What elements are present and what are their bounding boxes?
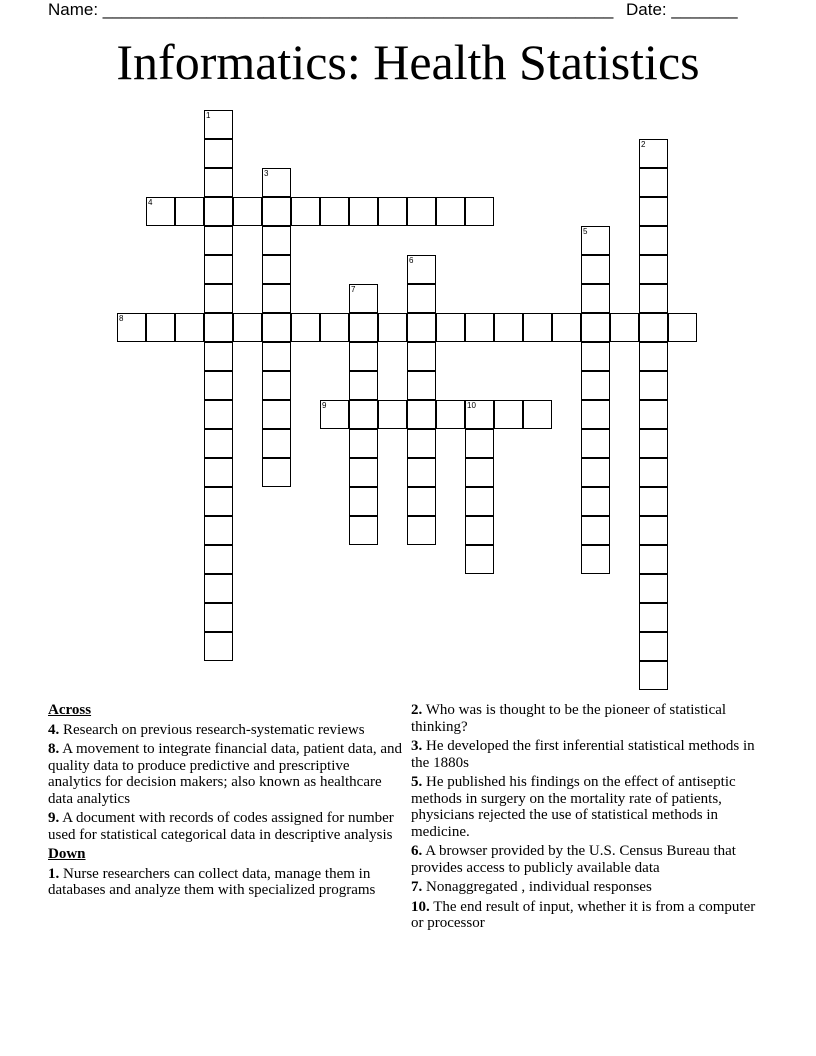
clue-number-label: 10 bbox=[467, 401, 476, 410]
grid-cell[interactable] bbox=[320, 197, 349, 226]
grid-cell[interactable] bbox=[639, 516, 668, 545]
grid-cell[interactable] bbox=[436, 197, 465, 226]
grid-cell[interactable] bbox=[349, 458, 378, 487]
clue-number: 3. bbox=[411, 738, 423, 754]
grid-cell[interactable] bbox=[639, 545, 668, 574]
grid-cell[interactable] bbox=[639, 661, 668, 690]
clue-number-label: 2 bbox=[641, 140, 646, 149]
grid-cell[interactable] bbox=[291, 313, 320, 342]
page-title: Informatics: Health Statistics bbox=[116, 34, 700, 90]
grid-cell[interactable] bbox=[320, 400, 349, 429]
grid-cell[interactable] bbox=[465, 197, 494, 226]
grid-cell[interactable] bbox=[639, 342, 668, 371]
across-heading: Across bbox=[48, 702, 92, 718]
grid-cell[interactable] bbox=[581, 516, 610, 545]
clue-text: The end result of input, whether it is from a computer or processor bbox=[411, 898, 756, 931]
grid-cell[interactable] bbox=[407, 313, 436, 342]
grid-cell[interactable] bbox=[262, 226, 291, 255]
grid-cell[interactable] bbox=[349, 342, 378, 371]
grid-cell[interactable] bbox=[465, 487, 494, 516]
grid-cell[interactable] bbox=[407, 284, 436, 313]
clues-column-left bbox=[48, 702, 404, 902]
grid-cell[interactable] bbox=[494, 313, 523, 342]
grid-cell[interactable] bbox=[581, 487, 610, 516]
clue-number: 2. bbox=[411, 702, 423, 718]
clue-text: A movement to integrate financial data, patient data, and quality data to produce predictive and prescriptive analytics for decision makers; also known as healthcare data analytics bbox=[48, 741, 403, 807]
grid-cell[interactable] bbox=[262, 458, 291, 487]
grid-cell[interactable] bbox=[349, 284, 378, 313]
grid-cell[interactable] bbox=[175, 197, 204, 226]
clue-text: He developed the first inferential statistical methods in the 1880s bbox=[411, 738, 755, 771]
grid-cell[interactable] bbox=[668, 313, 697, 342]
grid-cell[interactable] bbox=[552, 313, 581, 342]
clue-down-3 bbox=[411, 738, 771, 771]
clue-text: He published his findings on the effect of antiseptic methods in surgery on the mortality rate of patients, physicians rejected the use of statistical methods in medicine. bbox=[411, 774, 736, 840]
grid-cell[interactable] bbox=[465, 400, 494, 429]
grid-cell[interactable] bbox=[581, 313, 610, 342]
clue-number: 10. bbox=[411, 898, 430, 915]
clue-down-6 bbox=[411, 843, 771, 876]
grid-cell[interactable] bbox=[610, 313, 639, 342]
grid-cell[interactable] bbox=[262, 197, 291, 226]
grid-cell[interactable] bbox=[465, 516, 494, 545]
grid-cell[interactable] bbox=[262, 429, 291, 458]
grid-cell[interactable] bbox=[204, 371, 233, 400]
grid-cell[interactable] bbox=[204, 429, 233, 458]
clue-number: 5. bbox=[411, 774, 423, 790]
grid-cell[interactable] bbox=[262, 400, 291, 429]
grid-cell[interactable] bbox=[639, 226, 668, 255]
grid-cell[interactable] bbox=[204, 400, 233, 429]
clue-across-8 bbox=[48, 741, 404, 807]
clue-number: 4. bbox=[48, 721, 60, 738]
grid-cell[interactable] bbox=[233, 313, 262, 342]
grid-cell[interactable] bbox=[639, 429, 668, 458]
grid-cell[interactable] bbox=[204, 226, 233, 255]
grid-cell[interactable] bbox=[581, 255, 610, 284]
grid-cell[interactable] bbox=[581, 458, 610, 487]
grid-cell[interactable] bbox=[349, 400, 378, 429]
grid-cell[interactable] bbox=[581, 545, 610, 574]
grid-cell[interactable] bbox=[436, 313, 465, 342]
clue-number: 6. bbox=[411, 843, 423, 859]
grid-cell[interactable] bbox=[407, 487, 436, 516]
grid-cell[interactable] bbox=[204, 284, 233, 313]
grid-cell[interactable] bbox=[175, 313, 204, 342]
grid-cell[interactable] bbox=[204, 603, 233, 632]
grid-cell[interactable] bbox=[378, 400, 407, 429]
grid-cell[interactable] bbox=[204, 110, 233, 139]
grid-cell[interactable] bbox=[465, 313, 494, 342]
grid-cell[interactable] bbox=[349, 429, 378, 458]
clue-number-label: 8 bbox=[119, 314, 124, 323]
down-heading: Down bbox=[48, 846, 86, 862]
clue-down-2 bbox=[411, 702, 771, 735]
grid-cell[interactable] bbox=[407, 342, 436, 371]
clue-down-10 bbox=[411, 899, 771, 932]
grid-cell[interactable] bbox=[407, 371, 436, 400]
grid-cell[interactable] bbox=[639, 197, 668, 226]
grid-cell[interactable] bbox=[639, 168, 668, 197]
clues-column-right bbox=[411, 702, 771, 935]
grid-cell[interactable] bbox=[639, 371, 668, 400]
grid-cell[interactable] bbox=[639, 255, 668, 284]
grid-cell[interactable] bbox=[407, 516, 436, 545]
clue-number-label: 5 bbox=[583, 227, 588, 236]
grid-cell[interactable] bbox=[639, 400, 668, 429]
clue-number: 9. bbox=[48, 810, 60, 826]
grid-cell[interactable] bbox=[581, 284, 610, 313]
grid-cell[interactable] bbox=[465, 545, 494, 574]
grid-cell[interactable] bbox=[204, 574, 233, 603]
grid-cell[interactable] bbox=[639, 487, 668, 516]
grid-cell[interactable] bbox=[639, 313, 668, 342]
clue-text: Who was is thought to be the pioneer of statistical thinking? bbox=[411, 702, 727, 735]
grid-cell[interactable] bbox=[320, 313, 349, 342]
grid-cell[interactable] bbox=[494, 400, 523, 429]
grid-cell[interactable] bbox=[146, 197, 175, 226]
grid-cell[interactable] bbox=[262, 313, 291, 342]
grid-cell[interactable] bbox=[204, 516, 233, 545]
clue-across-4 bbox=[48, 722, 404, 739]
grid-cell[interactable] bbox=[262, 255, 291, 284]
clue-number-label: 1 bbox=[206, 111, 211, 120]
grid-cell[interactable] bbox=[407, 458, 436, 487]
grid-cell[interactable] bbox=[204, 255, 233, 284]
grid-cell[interactable] bbox=[262, 168, 291, 197]
grid-cell[interactable] bbox=[349, 371, 378, 400]
grid-cell[interactable] bbox=[349, 516, 378, 545]
clue-text: Nurse researchers can collect data, manage them in databases and analyze them with specialized programs bbox=[48, 865, 376, 898]
date-field[interactable]: Date: _______ bbox=[626, 0, 738, 19]
grid-cell[interactable] bbox=[146, 313, 175, 342]
clue-text: A document with records of codes assigned for number used for statistical categorical data in descriptive analysis bbox=[48, 810, 394, 843]
grid-cell[interactable] bbox=[465, 429, 494, 458]
clue-across-9 bbox=[48, 810, 404, 843]
grid-cell[interactable] bbox=[639, 632, 668, 661]
clue-number-label: 7 bbox=[351, 285, 356, 294]
grid-cell[interactable] bbox=[407, 400, 436, 429]
grid-cell[interactable] bbox=[581, 400, 610, 429]
grid-cell[interactable] bbox=[581, 429, 610, 458]
clue-down-1 bbox=[48, 866, 404, 899]
name-field[interactable]: Name: ______________________________________________________ bbox=[48, 0, 614, 19]
clue-number: 1. bbox=[48, 865, 60, 882]
grid-cell[interactable] bbox=[465, 458, 494, 487]
grid-cell[interactable] bbox=[639, 458, 668, 487]
clue-number-label: 9 bbox=[322, 401, 327, 410]
grid-cell[interactable] bbox=[262, 342, 291, 371]
grid-cell[interactable] bbox=[639, 139, 668, 168]
grid-cell[interactable] bbox=[204, 632, 233, 661]
grid-cell[interactable] bbox=[349, 197, 378, 226]
grid-cell[interactable] bbox=[349, 487, 378, 516]
grid-cell[interactable] bbox=[204, 197, 233, 226]
grid-cell[interactable] bbox=[581, 342, 610, 371]
clue-number-label: 6 bbox=[409, 256, 414, 265]
grid-cell[interactable] bbox=[436, 400, 465, 429]
grid-cell[interactable] bbox=[204, 545, 233, 574]
grid-cell[interactable] bbox=[639, 284, 668, 313]
grid-cell[interactable] bbox=[204, 458, 233, 487]
grid-cell[interactable] bbox=[639, 574, 668, 603]
clue-text: Research on previous research-systematic reviews bbox=[63, 721, 365, 738]
grid-cell[interactable] bbox=[204, 168, 233, 197]
grid-cell[interactable] bbox=[523, 400, 552, 429]
clue-number: 7. bbox=[411, 879, 423, 895]
clue-number-label: 4 bbox=[148, 198, 153, 207]
clue-text: Nonaggregated , individual responses bbox=[426, 879, 652, 895]
grid-cell[interactable] bbox=[407, 255, 436, 284]
grid-cell[interactable] bbox=[204, 342, 233, 371]
grid-cell[interactable] bbox=[204, 313, 233, 342]
grid-cell[interactable] bbox=[523, 313, 552, 342]
grid-cell[interactable] bbox=[378, 313, 407, 342]
grid-cell[interactable] bbox=[262, 371, 291, 400]
grid-cell[interactable] bbox=[204, 139, 233, 168]
grid-cell[interactable] bbox=[378, 197, 407, 226]
clue-down-5 bbox=[411, 774, 771, 840]
clue-text: A browser provided by the U.S. Census Bureau that provides access to publicly available data bbox=[411, 843, 736, 876]
grid-cell[interactable] bbox=[291, 197, 320, 226]
clue-down-7 bbox=[411, 879, 771, 896]
clue-number-label: 3 bbox=[264, 169, 269, 178]
grid-cell[interactable] bbox=[581, 226, 610, 255]
clue-number: 8. bbox=[48, 741, 60, 757]
grid-cell[interactable] bbox=[581, 371, 610, 400]
grid-cell[interactable] bbox=[233, 197, 262, 226]
grid-cell[interactable] bbox=[262, 284, 291, 313]
grid-cell[interactable] bbox=[407, 429, 436, 458]
grid-cell[interactable] bbox=[407, 197, 436, 226]
grid-cell[interactable] bbox=[639, 603, 668, 632]
grid-cell[interactable] bbox=[117, 313, 146, 342]
grid-cell[interactable] bbox=[349, 313, 378, 342]
grid-cell[interactable] bbox=[204, 487, 233, 516]
